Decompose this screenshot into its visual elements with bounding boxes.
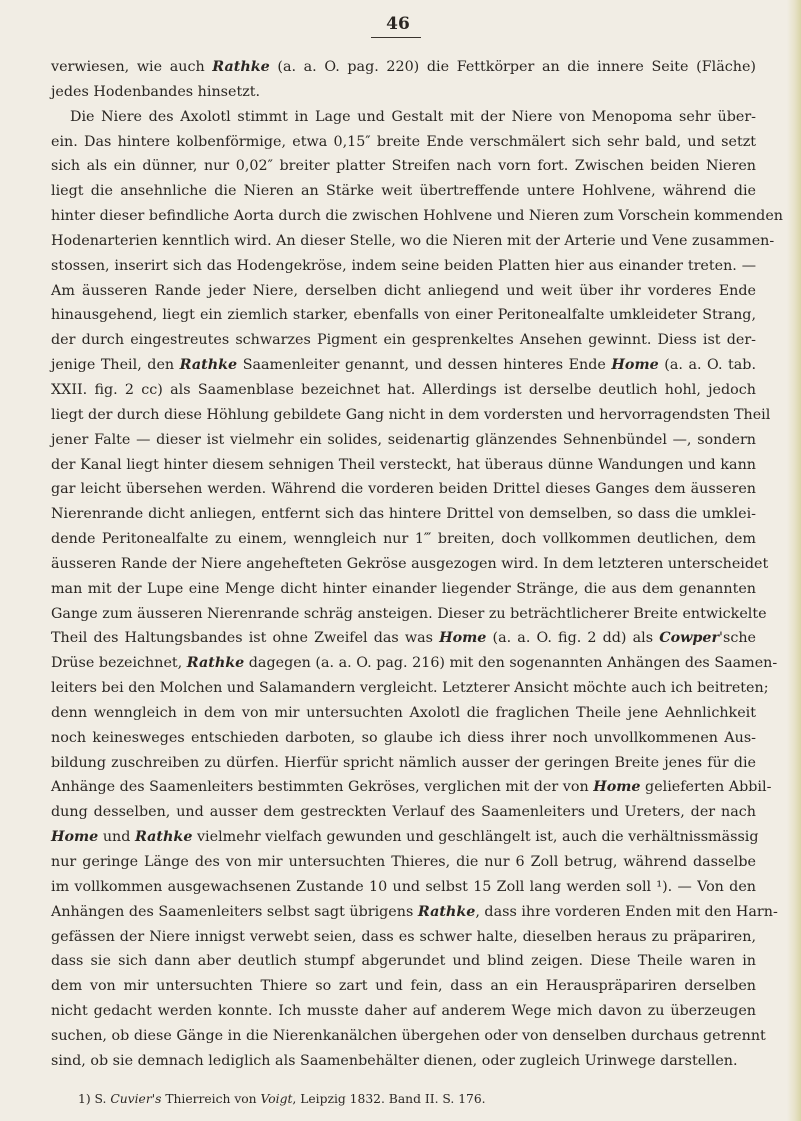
text-segment: der Kanal liegt hinter diesem sehnigen Theil versteckt, hat überaus dünne Wandungen und kann — [51, 456, 756, 473]
text-segment: dem von mir untersuchten Thiere so zart und fein, dass an ein Herauspräpariren derselben — [51, 978, 756, 995]
text-segment: verwiesen, wie auch — [51, 59, 213, 75]
text-line — [51, 527, 756, 552]
text-segment: gelieferten Abbil- — [640, 779, 772, 796]
text-segment: ein. Das hintere kolbenförmige, etwa 0,15″ breite Ende verschmälert sich sehr bald, und setzt — [51, 133, 756, 150]
text-segment: dass sie sich dann aber deutlich stumpf abgerundet und blind zeigen. Diese Theile waren in — [51, 953, 756, 970]
text-line — [51, 825, 759, 850]
text-segment: jenige Theil, den — [51, 357, 180, 374]
author-reference: Home — [51, 829, 99, 846]
text-segment: hinter dieser befindliche Aorta durch die zwischen Hohlvene und Nieren zum Vorschein kommenden — [51, 208, 783, 225]
text-segment: leiters bei den Molchen und Salamandern vergleicht. Letzterer Ansicht möchte auch ich beitreten; — [51, 680, 769, 697]
text-segment: Am äusseren Rande jeder Niere, derselben dicht anliegend und weit über ihr vorderes Ende — [51, 282, 756, 299]
text-line — [51, 154, 756, 179]
page-number: 46 — [386, 14, 410, 34]
author-reference: Home — [611, 357, 659, 374]
text-segment: suchen, ob diese Gänge in die Nierenkanälchen übergehen oder von denselben durchaus getrennt — [51, 1027, 766, 1044]
text-segment: bildung zuschreiben zu dürfen. Hierfür spricht nämlich ausser der geringen Breite jenes für die — [51, 754, 756, 771]
text-line — [51, 900, 778, 925]
text-segment: sich als ein dünner, nur 0,02″ breiter platter Streifen nach vorn fort. Zwischen beiden Nieren — [51, 158, 756, 175]
text-segment: sind, ob sie demnach lediglich als Saamenbehälter dienen, oder zugleich Urinwege darstellen. — [51, 1052, 738, 1069]
text-line — [51, 751, 756, 776]
text-segment: Nierenrande dicht anliegen, entfernt sich das hintere Drittel von demselben, so dass die umklei- — [51, 506, 756, 523]
author-reference: Rathke — [417, 903, 476, 920]
page-number-underline — [371, 37, 421, 38]
body-text — [51, 55, 783, 1074]
text-line — [51, 925, 756, 950]
text-line — [51, 850, 756, 875]
text-line — [51, 552, 769, 577]
text-segment: hinausgehend, liegt ein ziemlich starker, ebenfalls von einer Peritonealfalte umkleideter Strang, — [51, 307, 756, 324]
text-segment: stossen, inserirt sich das Hodengekröse, indem seine beiden Platten hier aus einander treten. — — [51, 257, 756, 274]
text-line — [51, 80, 756, 105]
text-segment: dagegen (a. a. O. pag. 216) mit den sogenannten Anhängen des Saamen- — [244, 655, 778, 672]
text-line — [51, 279, 756, 304]
text-segment: liegt die ansehnliche die Nieren an Stärke weit übertreffende untere Hohlvene, während die — [51, 183, 756, 200]
author-reference: Rathke — [134, 829, 193, 846]
text-line — [51, 949, 756, 974]
author-reference: Home — [439, 630, 487, 647]
author-reference: Rathke — [179, 357, 238, 374]
text-segment: XXII. fig. 2 cc) als Saamenblase bezeichnet hat. Allerdings ist derselbe deutlich hohl, jedoch — [51, 381, 756, 398]
text-line — [51, 1024, 766, 1049]
text-segment: gefässen der Niere innigst verwebt seien, dass es schwer halte, dieselben heraus zu präpariren, — [51, 928, 756, 945]
text-line — [51, 775, 772, 800]
text-segment: gar leicht übersehen werden. Während die vorderen beiden Drittel dieses Ganges dem äusseren — [51, 481, 756, 498]
text-segment: nicht gedacht werden konnte. Ich musste daher auf anderem Wege mich davon zu überzeugen — [51, 1003, 756, 1020]
text-segment: Thierreich von — [161, 1092, 261, 1106]
text-segment: Die Niere des Axolotl stimmt in Lage und Gestalt mit der Niere von Menopoma sehr über- — [70, 108, 756, 125]
author-reference: Cowper — [659, 630, 720, 647]
text-segment: dende Peritonealfalte zu einem, wenngleich nur 1‴ breiten, doch vollkommen deutlichen, dem — [51, 531, 756, 548]
text-segment: , dass ihre vorderen Enden mit den Harn- — [475, 903, 778, 920]
author-reference: Home — [593, 779, 641, 796]
page-edge — [787, 0, 801, 1121]
text-line — [51, 502, 756, 527]
text-line — [51, 453, 756, 478]
text-line — [51, 726, 756, 751]
text-line — [51, 701, 756, 726]
text-line — [51, 676, 769, 701]
text-line — [51, 204, 783, 229]
text-segment: , Leipzig 1832. Band II. S. 176. — [292, 1092, 486, 1106]
text-segment: Saamenleiter genannt, und dessen hinteres Ende — [237, 357, 612, 374]
author-reference: Cuvier's — [110, 1092, 162, 1106]
text-segment: im vollkommen ausgewachsenen Zustande 10 und selbst 15 Zoll lang werden soll ¹). — Von den — [51, 878, 756, 895]
text-segment: vielmehr vielfach gewunden und geschlängelt ist, auch die verhältnissmässig — [192, 829, 759, 846]
text-segment: liegt der durch diese Höhlung gebildete Gang nicht in dem vordersten und hervorragendsten Theil — [51, 406, 771, 423]
text-line — [51, 105, 756, 130]
text-segment: Anhängen des Saamenleiters selbst sagt übrigens — [51, 903, 418, 920]
text-line — [51, 626, 756, 651]
text-segment: äusseren Rande der Niere angehefteten Gekröse ausgezogen wird. In dem letzteren unterscheidet — [51, 555, 769, 572]
text-line — [51, 1049, 756, 1074]
text-segment: jedes Hodenbandes hinsetzt. — [51, 83, 261, 100]
text-segment: denn wenngleich in dem von mir untersuchten Axolotl die fraglichen Theile jene Aehnlichkeit — [51, 704, 756, 721]
text-segment: Gange zum äusseren Nierenrande schräg ansteigen. Dieser zu beträchtlicherer Breite entwickelte — [51, 605, 767, 622]
text-line — [51, 477, 756, 502]
text-segment: dung desselben, und ausser dem gestreckten Verlauf des Saamenleiters und Ureters, der nach — [51, 804, 756, 821]
text-segment: Theil des Haltungsbandes ist ohne Zweifel das was — [51, 630, 440, 647]
text-segment: (a. a. O. pag. 220) die Fettkörper an die innere Seite (Fläche) — [269, 59, 756, 75]
text-segment: (a. a. O. tab. — [658, 357, 757, 374]
text-segment: 'sche — [719, 630, 756, 647]
text-segment: noch keinesweges entschieden darboten, so glaube ich diess ihrer noch unvollkommenen Aus- — [51, 729, 756, 746]
text-segment: 1) S. — [78, 1092, 111, 1106]
text-segment: Anhänge des Saamenleiters bestimmten Gekröses, verglichen mit der von — [51, 779, 594, 796]
text-line — [51, 229, 775, 254]
text-segment: man mit der Lupe eine Menge dicht hinter einander liegender Stränge, die aus dem genannten — [51, 580, 756, 597]
text-segment: (a. a. O. fig. 2 dd) als — [486, 630, 660, 647]
footnote — [78, 1091, 758, 1107]
text-segment: jener Falte — dieser ist vielmehr ein solides, seidenartig glänzendes Sehnenbündel —, sondern — [51, 431, 756, 448]
text-line — [51, 999, 756, 1024]
text-line — [51, 974, 756, 999]
text-line — [51, 428, 756, 453]
text-line — [51, 378, 756, 403]
text-line — [51, 651, 778, 676]
text-line — [51, 328, 756, 353]
author-reference: Voigt — [260, 1092, 293, 1106]
text-line — [51, 179, 756, 204]
author-reference: Rathke — [212, 59, 270, 75]
text-line — [51, 577, 756, 602]
text-line — [51, 800, 756, 825]
text-segment: der durch eingestreutes schwarzes Pigment ein gesprenkeltes Ansehen gewinnt. Diess ist der- — [51, 332, 756, 349]
text-line — [51, 130, 756, 155]
text-segment: nur geringe Länge des von mir untersuchten Thieres, die nur 6 Zoll betrug, während dasselbe — [51, 854, 756, 870]
author-reference: Rathke — [186, 655, 245, 672]
text-line — [51, 303, 756, 328]
text-segment: Drüse bezeichnet, — [51, 655, 187, 672]
text-line — [51, 353, 756, 378]
text-line — [51, 602, 767, 627]
text-line — [51, 254, 756, 279]
text-segment: Hodenarterien kenntlich wird. An dieser Stelle, wo die Nieren mit der Arterie und Vene zusammen- — [51, 232, 775, 249]
text-segment: und — [98, 829, 135, 846]
text-line — [51, 55, 756, 80]
text-line — [51, 403, 771, 428]
text-line — [51, 875, 756, 900]
